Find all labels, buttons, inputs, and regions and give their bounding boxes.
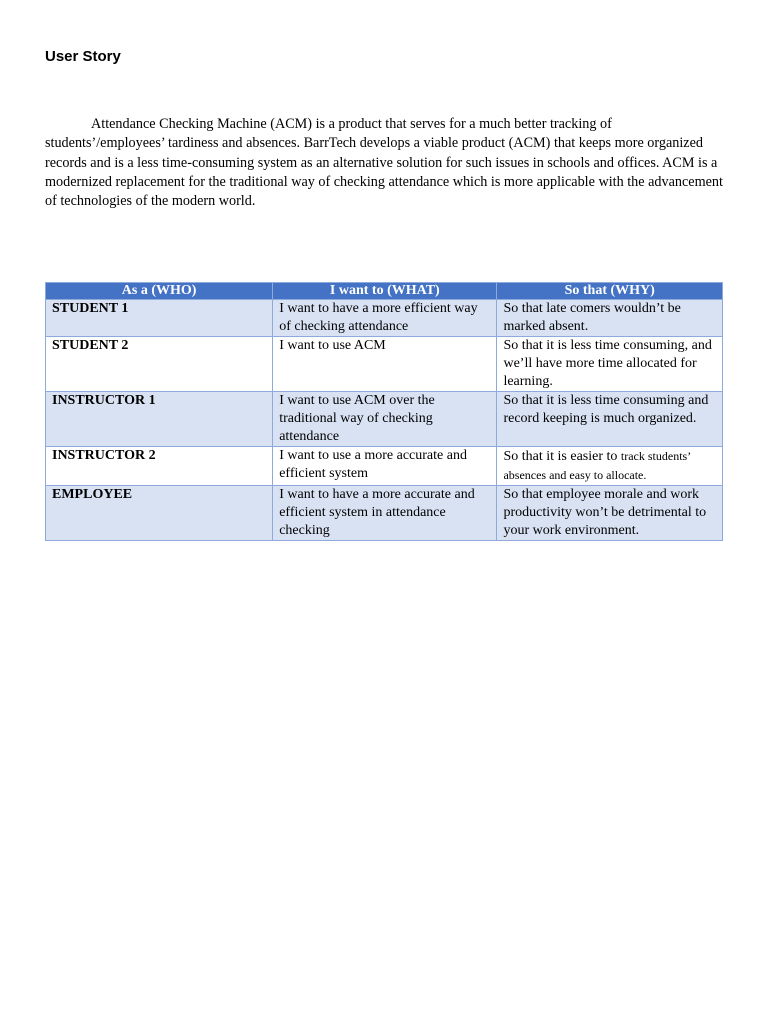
- cell-why-text: So that it is easier to: [503, 449, 621, 464]
- page-title: User Story: [45, 48, 121, 65]
- intro-paragraph: Attendance Checking Machine (ACM) is a product that serves for a much better tracking of students’/employees’ tardiness and absences. BarrTech develops a viable product (ACM) that keeps more organized records and is a less time-consuming system as an alternative solution for such issues in schools and offices. ACM is a modernized replacement for the traditional way of checking attendance which is more applicable with the advancement of technologies of the modern world.: [45, 116, 723, 210]
- table-row: [46, 337, 723, 392]
- header-who: As a (WHO): [46, 283, 273, 300]
- cell-why-text-small: track students’ absences and easy to allocate.: [503, 449, 691, 482]
- cell-who: INSTRUCTOR 2: [46, 447, 273, 486]
- table-row: [46, 486, 723, 541]
- cell-who: INSTRUCTOR 1: [46, 392, 273, 447]
- header-why: So that (WHY): [497, 283, 723, 300]
- table-row: [46, 392, 723, 447]
- cell-why: So that it is less time consuming and record keeping is much organized.: [497, 392, 723, 447]
- cell-why: [497, 447, 723, 486]
- cell-why: So that late comers wouldn’t be marked absent.: [497, 300, 723, 337]
- table-row: [46, 447, 723, 486]
- user-story-table: [45, 282, 723, 541]
- cell-what: I want to have a more accurate and efficient system in attendance checking: [273, 486, 497, 541]
- cell-what: I want to have a more efficient way of checking attendance: [273, 300, 497, 337]
- cell-who: EMPLOYEE: [46, 486, 273, 541]
- cell-what: I want to use ACM over the traditional way of checking attendance: [273, 392, 497, 447]
- table-header-row: [46, 283, 723, 300]
- cell-why: So that employee morale and work productivity won’t be detrimental to your work environment.: [497, 486, 723, 541]
- cell-what: I want to use a more accurate and efficient system: [273, 447, 497, 486]
- table-row: [46, 300, 723, 337]
- cell-what: I want to use ACM: [273, 337, 497, 392]
- cell-who: STUDENT 1: [46, 300, 273, 337]
- cell-why: So that it is less time consuming, and we’ll have more time allocated for learning.: [497, 337, 723, 392]
- cell-who: STUDENT 2: [46, 337, 273, 392]
- header-what: I want to (WHAT): [273, 283, 497, 300]
